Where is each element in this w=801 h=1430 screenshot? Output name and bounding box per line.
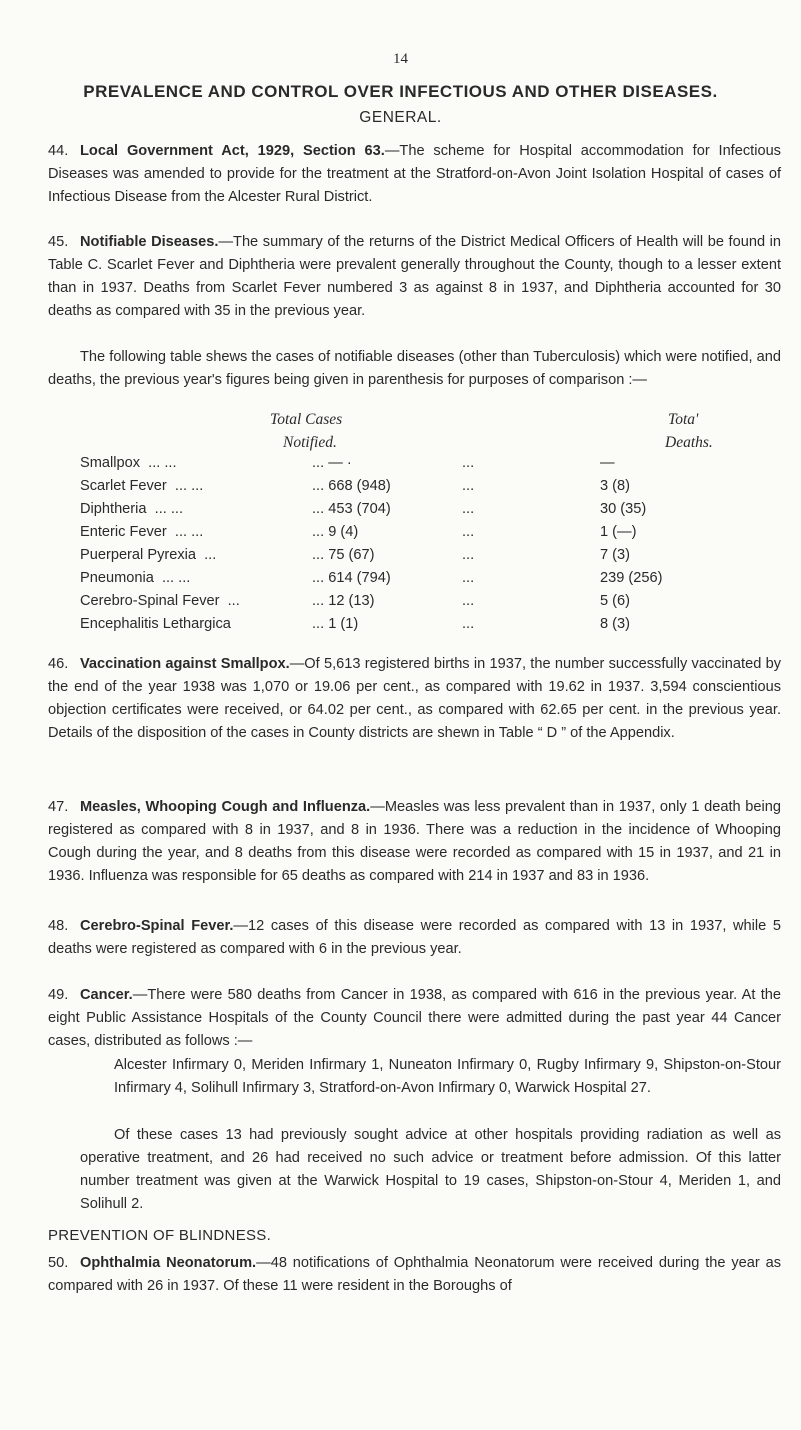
paragraph-heading: Local Government Act, 1929, Section 63. <box>80 143 385 159</box>
leader-dots: ... <box>462 616 475 632</box>
section-subtitle: GENERAL. <box>359 109 442 126</box>
table-row <box>80 590 662 613</box>
leader-dots: ... <box>462 455 475 471</box>
cases-notified: ... 453 (704) <box>312 501 391 517</box>
cases-notified: ... 668 (948) <box>312 478 391 494</box>
paragraph-heading: Cerebro-Spinal Fever. <box>80 918 234 934</box>
paragraph-number: 46. <box>48 656 69 672</box>
disease-name: Pneumonia ... ... <box>80 570 191 586</box>
paragraph-text: —There were 580 deaths from Cancer in 1938, as compared with 616 in the previous year. At the eight Public Assistance Hospitals of the County Council there were admitted during the past year 44 Cancer cases, distributed as follows :— <box>48 987 781 1049</box>
paragraph-heading: Vaccination against Smallpox. <box>80 656 290 672</box>
table-row <box>80 544 662 567</box>
deaths-count: 3 (8) <box>600 478 631 494</box>
notifiable-diseases-table <box>80 452 662 636</box>
leader-dots: ... ... <box>166 478 204 494</box>
header-deaths: Deaths. <box>665 434 713 451</box>
leader-dots: ... <box>196 547 217 563</box>
deaths-count: — <box>600 455 615 471</box>
paragraph-number: 48. <box>48 918 69 934</box>
paragraph-48 <box>48 915 781 961</box>
blindness-section-heading: PREVENTION OF BLINDNESS. <box>48 1227 272 1244</box>
cases-notified: ... 1 (1) <box>312 616 359 632</box>
paragraph-45-continued <box>48 346 781 392</box>
leader-dots: ... <box>462 524 475 540</box>
paragraph-text: —The summary of the returns of the District Medical Officers of Health will be found in Table C. Scarlet Fever and Diphtheria were prevalent generally throughout the County, though to a lesser extent than in 1937. Deaths from Scarlet Fever numbered 3 as against 8 in 1937, and Diphtheria accounted for 30 deaths as compared with 35 in the previous year. <box>48 234 782 319</box>
header-total-cases: Total Cases <box>270 411 343 428</box>
table-row <box>80 475 662 498</box>
deaths-count: 8 (3) <box>600 616 631 632</box>
leader-dots: ... ... <box>153 570 191 586</box>
table-row <box>80 521 662 544</box>
paragraph-text: —Measles was less prevalent than in 1937, only 1 death being registered as compared with 8 in 1937, and 8 in 1936. There was a reduction in the incidence of Whooping Cough during the year, and 8 deaths from this disease were recorded as compared with 15 in 1937, and 21 in 1936. Influenza was responsible for 65 deaths as compared with 214 in 1937 and 83 in 1936. <box>48 799 781 884</box>
table-row <box>80 452 662 475</box>
paragraph-text: —The scheme for Hospital accommodation for Infectious Diseases was amended to provide for the treatment at the Stratford-on-Avon Joint Isolation Hospital of cases of Infectious Disease from the Alcester Rural District. <box>48 143 781 205</box>
paragraph-number: 47. <box>48 799 69 815</box>
cancer-followup-text: Of these cases 13 had previously sought advice at other hospitals providing radiation as well as operative treatment, and 26 had received no such advice or treatment before admission. Of this latter number treatment was given at the Warwick Hospital to 19 cases, Shipston-on-Stour 4, Meriden 1, and Solihull 2. <box>80 1127 781 1212</box>
leader-dots: ... <box>462 478 475 494</box>
deaths-count: 30 (35) <box>600 501 647 517</box>
disease-name: Enteric Fever ... ... <box>80 524 204 540</box>
cancer-hospital-list: Alcester Infirmary 0, Meriden Infirmary 1, Nuneaton Infirmary 0, Rugby Infirmary 9, Shipston-on-Stour Infirmary 4, Solihull Infirmary 3, Stratford-on-Avon Infirmary 0, Warwick Hospital 27. <box>114 1057 781 1096</box>
cases-notified: ... 9 (4) <box>312 524 359 540</box>
cases-notified: ... 12 (13) <box>312 593 375 609</box>
paragraph-text: The following table shews the cases of notifiable diseases (other than Tuberculosis) which were notified, and deaths, the previous year's figures being given in parenthesis for purposes of comparison :— <box>48 349 781 388</box>
page-title: PREVALENCE AND CONTROL OVER INFECTIOUS AND OTHER DISEASES. <box>83 82 718 101</box>
leader-dots: ... <box>462 593 475 609</box>
table-row <box>80 613 662 636</box>
paragraph-heading: Ophthalmia Neonatorum. <box>80 1255 257 1271</box>
cases-notified: ... 614 (794) <box>312 570 391 586</box>
leader-dots: ... ... <box>166 524 204 540</box>
paragraph-number: 50. <box>48 1255 69 1271</box>
paragraph-number: 44. <box>48 143 69 159</box>
leader-dots: ... <box>462 570 475 586</box>
paragraph-heading: Measles, Whooping Cough and Influenza. <box>80 799 371 815</box>
paragraph-45 <box>48 231 781 323</box>
paragraph-50 <box>48 1252 781 1298</box>
leader-dots: ... <box>219 593 240 609</box>
disease-name: Diphtheria ... ... <box>80 501 184 517</box>
table-row <box>80 498 662 521</box>
page-number: 14 <box>393 51 408 67</box>
deaths-count: 5 (6) <box>600 593 631 609</box>
disease-name: Encephalitis Lethargica <box>80 616 231 632</box>
deaths-count: 239 (256) <box>600 570 663 586</box>
paragraph-text: —Of 5,613 registered births in 1937, the number successfully vaccinated by the end of the year 1938 was 1,070 or 19.06 per cent., as compared with 19.62 in 1937. 3,594 conscientious objection certificates were received, or 64.02 per cent., as compared with 62.65 per cent. in the previous year. Details of the disposition of the cases in County districts are shewn in Table “ D ” of the Appendix. <box>48 656 781 741</box>
leader-dots: ... ... <box>146 501 184 517</box>
paragraph-heading: Notifiable Diseases. <box>80 234 219 250</box>
paragraph-number: 45. <box>48 234 69 250</box>
paragraph-text: —48 notifications of Ophthalmia Neonatorum were received during the year as compared with 26 in 1937. Of these 11 were resident in the Boroughs of <box>48 1255 782 1294</box>
paragraph-47 <box>48 796 781 888</box>
header-total-deaths: Tota' <box>668 411 699 428</box>
leader-dots: ... ... <box>140 455 177 471</box>
cases-notified: ... 75 (67) <box>312 547 375 563</box>
table-row <box>80 567 662 590</box>
paragraph-46 <box>48 653 781 745</box>
paragraph-number: 49. <box>48 987 69 1003</box>
cases-notified: ... — · <box>312 455 352 471</box>
paragraph-44 <box>48 140 781 209</box>
header-notified: Notified. <box>283 434 337 451</box>
leader-dots: ... <box>462 547 475 563</box>
deaths-count: 1 (—) <box>600 524 637 540</box>
disease-name: Scarlet Fever ... ... <box>80 478 204 494</box>
paragraph-heading: Cancer. <box>80 987 133 1003</box>
paragraph-49 <box>48 984 781 1053</box>
leader-dots: ... <box>462 501 475 517</box>
disease-name: Puerperal Pyrexia ... <box>80 547 217 563</box>
deaths-count: 7 (3) <box>600 547 631 563</box>
paragraph-text: —12 cases of this disease were recorded as compared with 13 in 1937, while 5 deaths were registered as compared with 6 in the previous year. <box>48 918 781 957</box>
disease-name: Smallpox ... ... <box>80 455 177 471</box>
disease-name: Cerebro-Spinal Fever ... <box>80 593 240 609</box>
